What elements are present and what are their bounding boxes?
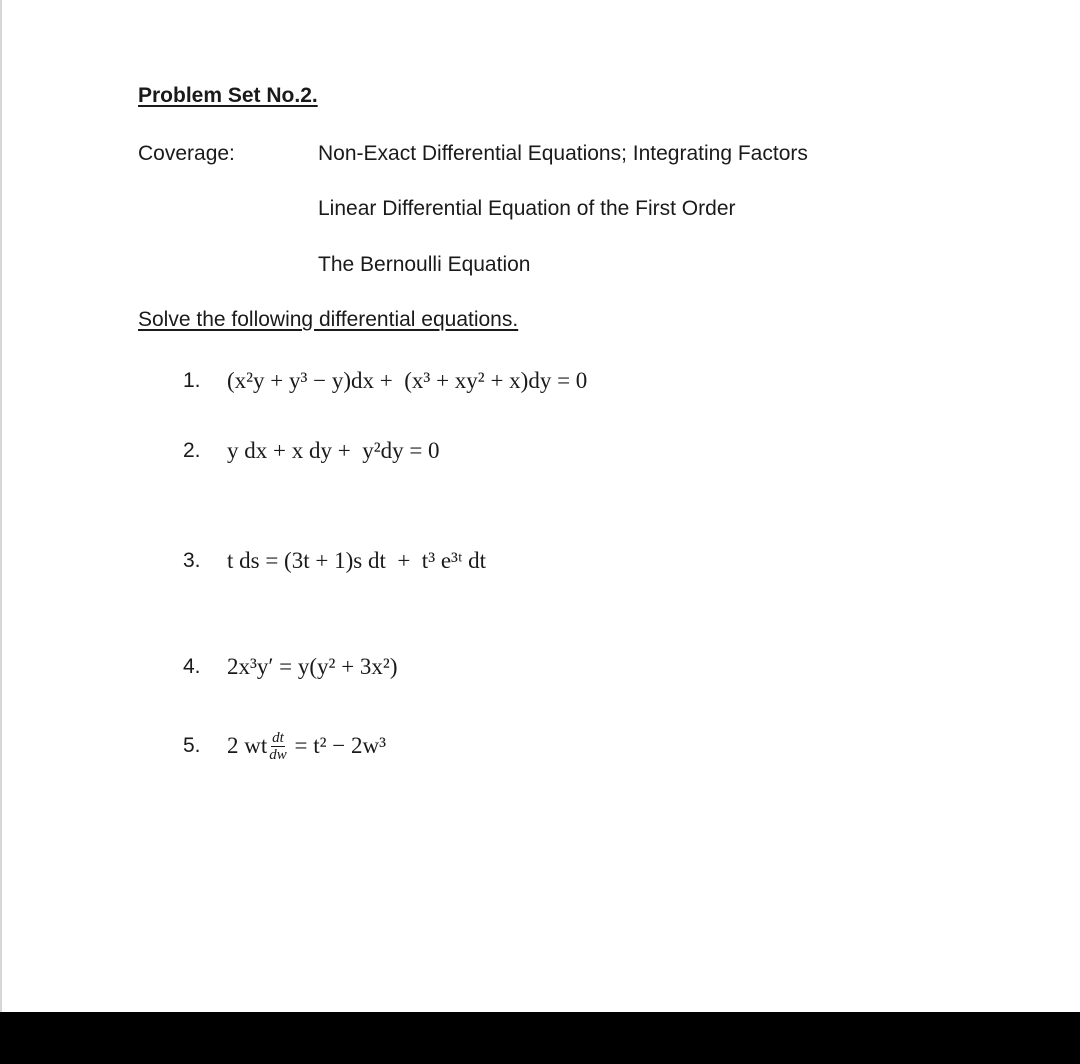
problem-equation [227,730,386,763]
problem-1 [183,361,587,401]
equation-prefix: 2 wt [227,733,268,758]
problem-2 [183,431,440,471]
coverage-item-1: Non-Exact Differential Equations; Integrating Factors [318,142,808,165]
page-left-border [0,0,2,1012]
coverage-item-2: Linear Differential Equation of the First Order [318,197,736,220]
fraction-numerator: dt [272,729,284,746]
fraction-denominator: dw [269,746,287,763]
derivative-fraction [269,730,287,763]
problem-equation: (x²y + y³ − y)dx + (x³ + xy² + x)dy = 0 [227,368,588,393]
problem-5 [183,726,386,766]
problem-set-title: Problem Set No.2. [138,84,318,107]
problem-number: 5. [183,734,201,757]
problem-4 [183,647,397,687]
problem-number: 3. [183,549,201,572]
instructions: Solve the following differential equations. [138,308,519,331]
problem-number: 2. [183,439,201,462]
coverage-item-3: The Bernoulli Equation [318,253,531,276]
problem-equation: y dx + x dy + y²dy = 0 [227,438,440,463]
coverage-label: Coverage: [138,142,235,165]
bottom-black-bar [0,1012,1080,1064]
problem-3 [183,541,486,581]
problem-equation: t ds = (3t + 1)s dt + t³ e³ᵗ dt [227,548,486,573]
problem-equation: 2x³y′ = y(y² + 3x²) [227,654,398,679]
problem-number: 1. [183,369,201,392]
problem-number: 4. [183,655,201,678]
equation-suffix: = t² − 2w³ [288,733,386,758]
